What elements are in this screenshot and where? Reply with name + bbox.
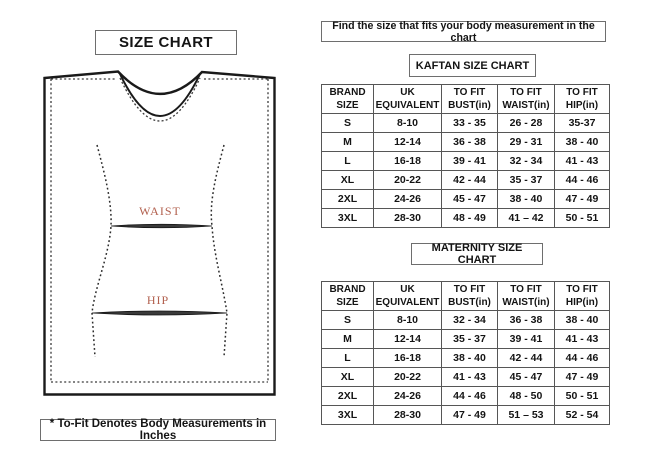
table-cell: 35 - 37 <box>442 330 498 349</box>
waist-label: WAIST <box>139 204 181 218</box>
column-header: TO FIT HIP(in) <box>555 85 610 114</box>
to-fit-note-box <box>40 419 276 441</box>
table-cell: 2XL <box>322 387 374 406</box>
table-cell: 47 - 49 <box>555 190 610 209</box>
size-chart-title-box <box>95 30 237 55</box>
table-cell: 33 - 35 <box>442 114 498 133</box>
instruction-text: Find the size that fits your body measurement in the chart <box>332 19 595 44</box>
table-cell: L <box>322 349 374 368</box>
table-cell: 48 - 50 <box>498 387 555 406</box>
table-cell: 16-18 <box>374 349 442 368</box>
table-cell: S <box>322 311 374 330</box>
table-cell: 38 - 40 <box>555 311 610 330</box>
table-row <box>322 387 610 406</box>
table-cell: 45 - 47 <box>442 190 498 209</box>
maternity-chart-title-box <box>411 243 543 265</box>
table-cell: 2XL <box>322 190 374 209</box>
table-cell: 20-22 <box>374 368 442 387</box>
table-cell: 32 - 34 <box>442 311 498 330</box>
table-cell: 42 - 44 <box>442 171 498 190</box>
table-row <box>322 114 610 133</box>
table-cell: L <box>322 152 374 171</box>
table-cell: 28-30 <box>374 406 442 425</box>
kaftan-garment-diagram <box>42 70 277 398</box>
table-cell: 8-10 <box>374 311 442 330</box>
table-row <box>322 311 610 330</box>
table-cell: 12-14 <box>374 133 442 152</box>
table-row <box>322 406 610 425</box>
table-cell: 44 - 46 <box>555 349 610 368</box>
table-cell: 24-26 <box>374 190 442 209</box>
table-cell: M <box>322 133 374 152</box>
table-cell: 44 - 46 <box>555 171 610 190</box>
table-cell: 26 - 28 <box>498 114 555 133</box>
column-header: TO FIT BUST(in) <box>442 282 498 311</box>
instruction-box <box>321 21 606 42</box>
table-cell: 52 - 54 <box>555 406 610 425</box>
table-cell: 28-30 <box>374 209 442 228</box>
table-cell: 32 - 34 <box>498 152 555 171</box>
column-header: TO FIT HIP(in) <box>555 282 610 311</box>
table-cell: 20-22 <box>374 171 442 190</box>
table-row <box>322 368 610 387</box>
column-header: BRAND SIZE <box>322 282 374 311</box>
table-cell: 39 - 41 <box>442 152 498 171</box>
table-row <box>322 190 610 209</box>
table-cell: 45 - 47 <box>498 368 555 387</box>
table-cell: 41 - 43 <box>555 152 610 171</box>
table-cell: 29 - 31 <box>498 133 555 152</box>
table-cell: 38 - 40 <box>555 133 610 152</box>
table-cell: 39 - 41 <box>498 330 555 349</box>
maternity-chart-title: MATERNITY SIZE CHART <box>431 242 523 266</box>
hip-measure-line <box>92 311 227 315</box>
table-cell: 3XL <box>322 406 374 425</box>
table-cell: XL <box>322 171 374 190</box>
column-header: UK EQUIVALENT <box>374 85 442 114</box>
kaftan-chart-title: KAFTAN SIZE CHART <box>415 59 530 72</box>
table-cell: 50 - 51 <box>555 209 610 228</box>
table-cell: 51 – 53 <box>498 406 555 425</box>
table-row <box>322 209 610 228</box>
table-cell: 47 - 49 <box>442 406 498 425</box>
table-cell: 24-26 <box>374 387 442 406</box>
table-cell: 12-14 <box>374 330 442 349</box>
size-chart-title: SIZE CHART <box>119 34 213 51</box>
header-row <box>322 282 610 311</box>
table-cell: 36 - 38 <box>498 311 555 330</box>
table-cell: M <box>322 330 374 349</box>
table-cell: 47 - 49 <box>555 368 610 387</box>
table-cell: 8-10 <box>374 114 442 133</box>
table-cell: XL <box>322 368 374 387</box>
table-cell: 38 - 40 <box>442 349 498 368</box>
table-cell: 50 - 51 <box>555 387 610 406</box>
garment-outline <box>45 72 275 395</box>
table-row <box>322 171 610 190</box>
column-header: TO FIT BUST(in) <box>442 85 498 114</box>
table-cell: S <box>322 114 374 133</box>
table-cell: 16-18 <box>374 152 442 171</box>
column-header: TO FIT WAIST(in) <box>498 282 555 311</box>
waist-measure-line <box>111 224 212 228</box>
table-cell: 41 - 43 <box>555 330 610 349</box>
table-cell: 38 - 40 <box>498 190 555 209</box>
to-fit-note: * To-Fit Denotes Body Measurements in Inches <box>49 418 267 442</box>
table-cell: 48 - 49 <box>442 209 498 228</box>
table-row <box>322 330 610 349</box>
header-row <box>322 85 610 114</box>
maternity-size-table <box>321 281 610 425</box>
hip-label: HIP <box>146 293 170 307</box>
table-row <box>322 133 610 152</box>
table-cell: 3XL <box>322 209 374 228</box>
table-cell: 42 - 44 <box>498 349 555 368</box>
kaftan-size-table <box>321 84 610 228</box>
table-cell: 35-37 <box>555 114 610 133</box>
table-cell: 44 - 46 <box>442 387 498 406</box>
table-row <box>322 152 610 171</box>
column-header: BRAND SIZE <box>322 85 374 114</box>
table-cell: 36 - 38 <box>442 133 498 152</box>
table-cell: 41 – 42 <box>498 209 555 228</box>
kaftan-chart-title-box <box>409 54 536 77</box>
table-cell: 41 - 43 <box>442 368 498 387</box>
column-header: TO FIT WAIST(in) <box>498 85 555 114</box>
column-header: UK EQUIVALENT <box>374 282 442 311</box>
table-cell: 35 - 37 <box>498 171 555 190</box>
table-row <box>322 349 610 368</box>
